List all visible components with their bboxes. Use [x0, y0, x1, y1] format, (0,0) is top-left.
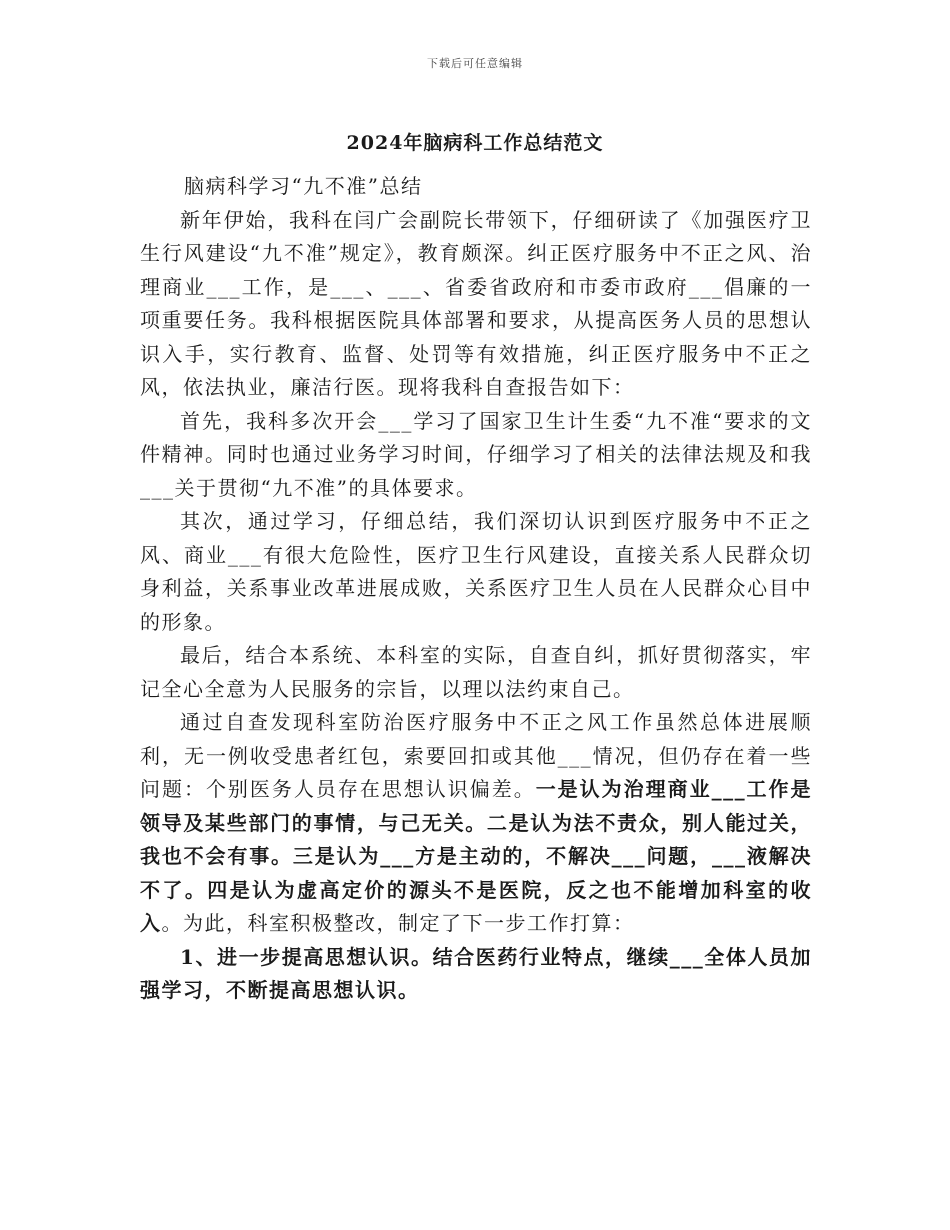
header-note: 下载后可任意编辑 [427, 57, 523, 70]
self-check-text: 通过自查发现科室防治医疗服务中不正之风工作虽然总体进展顺利，无一例收受患者红包，索要回扣或其他___情况，但仍存在着一些问题：个别医务人员存在思想认识偏差。 [140, 710, 812, 801]
paragraph-first: 首先，我科多次开会___学习了国家卫生计生委“九不准“要求的文件精神。同时也通过业务学习时间，仔细学习了相关的法律法规及和我___关于贯彻“九不准”的具体要求。 [140, 408, 812, 500]
paragraph-intro: 新年伊始，我科在闫广会副院长带领下，仔细研读了《加强医疗卫生行风建设“九不准”规定》，教育颇深。纠正医疗服务中不正之风、治理商业___工作，是___、___、省委省政府和市委市政府___倡廉的一项重要任务。我科根据医院具体部署和要求，从提高医务人员的思想认识入手，实行教育、监督、处罚等有效措施，纠正医疗服务中不正之风，依法执业，廉洁行医。现将我科自查报告如下： [140, 207, 812, 399]
paragraph-third: 最后，结合本系统、本科室的实际，自查自纠，抓好贯彻落实，牢记全心全意为人民服务的宗旨，以理以法约束自己。 [140, 643, 812, 701]
section-subtitle: 脑病科学习“九不准”总结 [184, 174, 423, 198]
self-check-bold-text: 一是认为治理商业___工作是领导及某些部门的事情，与己无关。二是认为法不责众，别人能过关，我也不会有事。三是认为___方是主动的，不解决___问题，___液解决不了。四是认为虚高定价的源头不是医院，反之也不能增加科室的收入 [140, 777, 813, 935]
document-body [140, 170, 812, 1008]
paragraph-plan-item-1: 1、进一步提高思想认识。结合医药行业特点，继续___全体人员加强学习，不断提高思想认识。 [140, 944, 812, 1002]
paragraph-self-check [140, 706, 812, 941]
document-title: 2024年脑病科工作总结范文 [346, 132, 604, 154]
paragraph-second: 其次，通过学习，仔细总结，我们深切认识到医疗服务中不正之风、商业___有很大危险性，医疗卫生行风建设，直接关系人民群众切身利益，关系事业改革进展成败，关系医疗卫生人员在人民群众心目中的形象。 [140, 509, 812, 634]
self-check-end-text: 。为此，科室积极整改，制定了下一步工作打算： [161, 911, 635, 935]
